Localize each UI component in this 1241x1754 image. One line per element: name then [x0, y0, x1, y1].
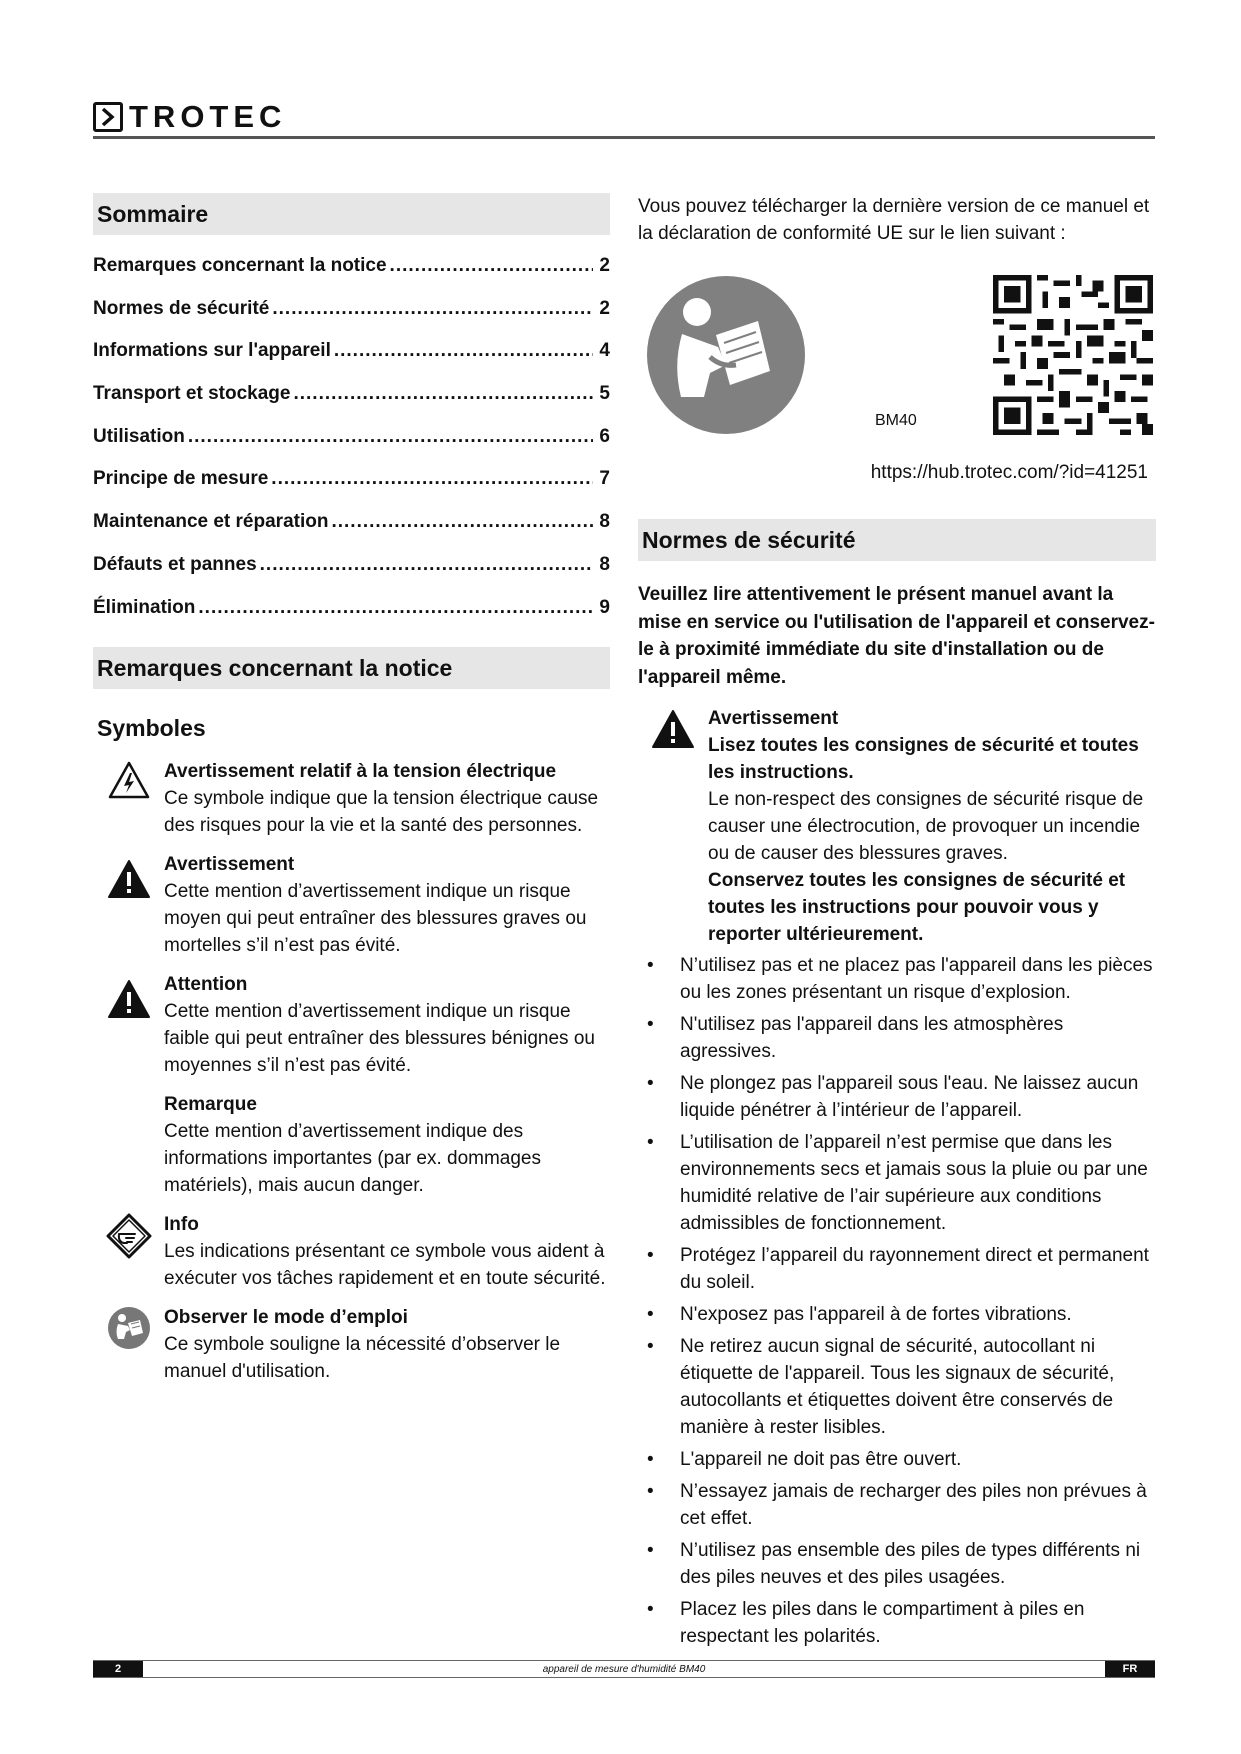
- list-item: • N'utilisez pas l'appareil dans les atmosphères agressives.: [647, 1014, 1064, 1062]
- toc-entry-label: Utilisation: [93, 425, 185, 447]
- toc-title: Sommaire: [93, 193, 610, 235]
- toc-entry[interactable]: [93, 340, 610, 383]
- symbol-title: Info: [164, 1214, 199, 1236]
- brand-name: TROTEC: [129, 99, 287, 134]
- safety-bullet-list: [638, 952, 1156, 1650]
- toc-entry-label: Principe de mesure: [93, 468, 269, 490]
- download-link[interactable]: https://hub.trotec.com/?id=41251: [870, 462, 1148, 483]
- qr-code[interactable]: [993, 275, 1153, 435]
- list-item: • Protégez l’appareil du rayonnement direct et permanent du soleil.: [647, 1245, 1149, 1293]
- list-item: • L’utilisation de l’appareil n’est permise que dans les environnements secs et jamais sous la pluie ou par une humidité relative de l’air supérieure aux conditions admissibles de fonctionnement.: [647, 1132, 1148, 1234]
- symbol-description: Ce symbole indique que la tension électrique cause des risques pour la vie et la santé des personnes.: [164, 788, 599, 837]
- list-item: • L'appareil ne doit pas être ouvert.: [647, 1449, 962, 1470]
- list-item: • N’utilisez pas ensemble des piles de types différents ni des piles neuves et des piles usagées.: [647, 1540, 1141, 1588]
- toc-entry-page: 5: [599, 383, 610, 405]
- warning-heading: Avertissement: [708, 708, 839, 729]
- symbol-title: Observer le mode d’emploi: [164, 1307, 408, 1329]
- language-code: FR: [1105, 1661, 1155, 1677]
- symbol-description: Cette mention d’avertissement indique des informations importantes (par ex. dommages matériels), mais aucun danger.: [164, 1121, 541, 1197]
- toc-entry-page: 4: [599, 340, 610, 362]
- symbol-description: Ce symbole souligne la nécessité d’observer le manuel d'utilisation.: [164, 1334, 561, 1383]
- list-item: • N’utilisez pas et ne placez pas l'appareil dans les pièces ou les zones présentant un risque d’explosion.: [647, 955, 1153, 1003]
- symbol-description: Les indications présentant ce symbole vous aident à exécuter vos tâches rapidement et en toute sécurité.: [164, 1241, 606, 1290]
- symbols-heading: Symboles: [97, 715, 206, 742]
- toc-entry-page: 7: [599, 468, 610, 490]
- toc-entry-label: Défauts et pannes: [93, 553, 257, 575]
- symbol-entry: [93, 1091, 610, 1199]
- warning-icon: [107, 859, 151, 899]
- safety-warning: [638, 705, 1156, 948]
- trotec-logo: [93, 101, 286, 133]
- toc-entry-label: Élimination: [93, 596, 196, 618]
- symbol-entry: [93, 851, 610, 959]
- header-divider: [93, 136, 1155, 139]
- symbol-entry: [93, 971, 610, 1079]
- symbol-title: Attention: [164, 974, 248, 996]
- toc-entry-label: Normes de sécurité: [93, 297, 270, 319]
- warning-instruction: Lisez toutes les consignes de sécurité et toutes les instructions.: [708, 735, 1139, 783]
- toc-entry[interactable]: [93, 468, 610, 511]
- symbol-entry: [93, 758, 610, 839]
- symbol-title: Avertissement relatif à la tension électrique: [164, 761, 557, 783]
- toc-entry[interactable]: [93, 426, 610, 469]
- list-item: • Ne retirez aucun signal de sécurité, autocollant ni étiquette de l'appareil. Tous les signaux de sécurité, autocollants et étiquettes doivent être conservés de manière à rester lisibles.: [647, 1336, 1115, 1438]
- right-column: [638, 193, 1156, 1655]
- warning-keep-instruction: Conservez toutes les consignes de sécurité et toutes les instructions pour pouvoir vous y reporter ultérieurement.: [708, 870, 1126, 945]
- list-item: • Placez les piles dans le compartiment à piles en respectant les polarités.: [647, 1599, 1085, 1647]
- footer-title: appareil de mesure d'humidité BM40: [542, 1663, 706, 1675]
- symbol-entry: [93, 1211, 610, 1292]
- download-text: Vous pouvez télécharger la dernière version de ce manuel et la déclaration de conformité UE sur le lien suivant :: [638, 196, 1150, 244]
- notice-section-title: Remarques concernant la notice: [93, 647, 610, 689]
- toc-entry[interactable]: [93, 383, 610, 426]
- list-item: • N'exposez pas l'appareil à de fortes vibrations.: [647, 1304, 1072, 1325]
- symbol-description: Cette mention d’avertissement indique un risque faible qui peut entraîner des blessures bénignes ou moyennes s’il n’est pas évité.: [164, 1001, 595, 1077]
- read-manual-icon: [107, 1306, 151, 1350]
- table-of-contents: [93, 255, 610, 639]
- toc-entry-label: Remarques concernant la notice: [93, 255, 387, 276]
- read-manual-large-icon: [646, 275, 806, 435]
- symbol-description: Cette mention d’avertissement indique un risque moyen qui peut entraîner des blessures graves ou mortelles s’il n’est pas évité.: [164, 881, 587, 957]
- attention-icon: [107, 979, 151, 1019]
- toc-entry[interactable]: [93, 554, 610, 597]
- safety-section-title: Normes de sécurité: [638, 519, 1156, 561]
- model-label: BM40: [875, 412, 917, 429]
- electric-warning-icon: [107, 760, 151, 800]
- toc-entry[interactable]: [93, 298, 610, 341]
- symbol-title: Avertissement: [164, 854, 295, 876]
- toc-entry-label: Transport et stockage: [93, 383, 291, 405]
- warning-text: Le non-respect des consignes de sécurité risque de causer une électrocution, de provoquer un incendie ou de causer des blessures graves.: [708, 789, 1144, 864]
- page-number: 2: [93, 1661, 143, 1677]
- list-item: • Ne plongez pas l'appareil sous l'eau. Ne laissez aucun liquide pénétrer à l’intérieur de l’appareil.: [647, 1073, 1139, 1121]
- info-hand-icon: [106, 1213, 152, 1259]
- symbol-entry: [93, 1304, 610, 1385]
- toc-entry-page: 6: [599, 425, 610, 447]
- toc-entry[interactable]: [93, 597, 610, 640]
- toc-entry-label: Informations sur l'appareil: [93, 340, 331, 362]
- toc-entry-page: 9: [599, 596, 610, 618]
- toc-entry[interactable]: [93, 511, 610, 554]
- safety-intro: Veuillez lire attentivement le présent manuel avant la mise en service ou l'utilisation de l'appareil et conservez-le à proximité immédiate du site d'installation ou de l'appareil même.: [638, 584, 1155, 688]
- toc-entry-page: 2: [599, 255, 610, 276]
- page-footer: [93, 1660, 1155, 1678]
- toc-entry-page: 2: [599, 297, 610, 319]
- download-area: [638, 267, 1156, 507]
- logo-chevron-icon: [93, 102, 123, 132]
- warning-icon: [651, 709, 695, 749]
- toc-entry-label: Maintenance et réparation: [93, 511, 329, 533]
- toc-entry-page: 8: [599, 511, 610, 533]
- left-column: [93, 193, 610, 1397]
- toc-entry-page: 8: [599, 553, 610, 575]
- list-item: • N’essayez jamais de recharger des piles non prévues à cet effet.: [647, 1481, 1147, 1529]
- toc-entry[interactable]: [93, 255, 610, 298]
- symbol-title: Remarque: [164, 1094, 257, 1116]
